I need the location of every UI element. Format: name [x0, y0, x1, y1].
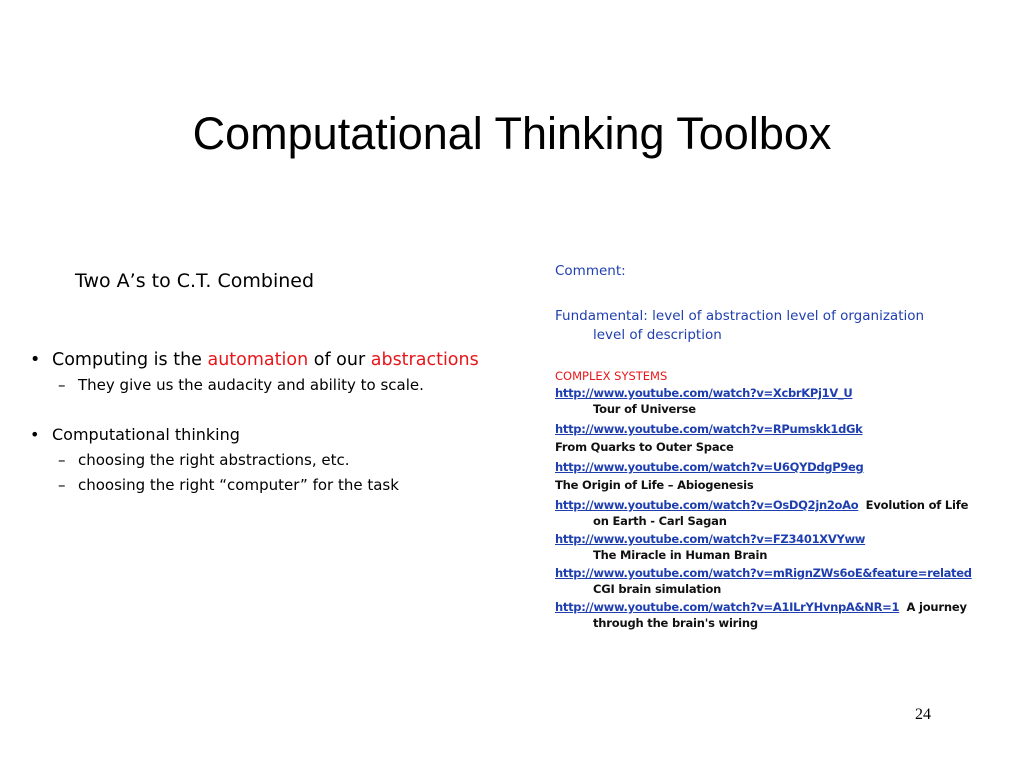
fundamental-line1: Fundamental: level of abstraction level of organization [555, 308, 925, 324]
video-description: The Miracle in Human Brain [593, 548, 768, 562]
left-heading: Two A’s to C.T. Combined [75, 270, 315, 292]
video-description: on Earth - Carl Sagan [593, 514, 727, 528]
video-description: Tour of Universe [593, 402, 696, 416]
bullet-dot: • [30, 425, 40, 444]
dash: – [58, 476, 66, 494]
video-link[interactable]: http://www.youtube.com/watch?v=FZ3401XVYww [555, 532, 866, 546]
video-description: CGI brain simulation [593, 582, 722, 596]
video-link[interactable]: http://www.youtube.com/watch?v=OsDQ2jn2oAo [555, 498, 859, 512]
bullet-text: Computing is the [52, 350, 208, 370]
bullet-computing [30, 347, 530, 373]
video-description-inline: Evolution of Life [865, 498, 969, 512]
video-entry [555, 531, 985, 563]
bullet-text: Computational thinking [52, 425, 240, 444]
dash: – [58, 376, 66, 394]
video-link[interactable]: http://www.youtube.com/watch?v=mRignZWs6oE&feature=related [555, 566, 972, 580]
video-description-inline: A journey [906, 600, 967, 614]
bullet-dot: • [30, 350, 41, 370]
video-entry [555, 497, 985, 529]
bullet-list [30, 347, 530, 498]
complex-systems-heading: COMPLEX SYSTEMS [555, 369, 668, 383]
fundamental-text [555, 307, 985, 345]
video-entry [555, 565, 985, 597]
sub-bullet-scale [30, 373, 530, 398]
video-link[interactable]: http://www.youtube.com/watch?v=XcbrKPj1V_U [555, 386, 853, 400]
video-entry [555, 385, 985, 417]
fundamental-line2: level of description [593, 327, 722, 343]
video-entry [555, 599, 985, 631]
sub-bullet-text: choosing the right “computer” for the task [78, 476, 399, 494]
video-description: The Origin of Life – Abiogenesis [555, 478, 754, 492]
video-entry [555, 421, 985, 455]
comment-panel [555, 262, 985, 631]
video-description: through the brain's wiring [593, 616, 758, 630]
bullet-computational-thinking [30, 422, 530, 448]
video-link[interactable]: http://www.youtube.com/watch?v=RPumskk1dGk [555, 422, 863, 436]
dash: – [58, 451, 66, 469]
sub-bullet-abstractions [30, 448, 530, 473]
highlight-abstractions: abstractions [370, 350, 479, 370]
video-entry [555, 459, 985, 493]
sub-bullet-computer [30, 473, 530, 498]
video-description: From Quarks to Outer Space [555, 440, 734, 454]
video-link[interactable]: http://www.youtube.com/watch?v=U6QYDdgP9eg [555, 460, 864, 474]
page-number: 24 [915, 706, 931, 723]
bullet-text: of our [308, 350, 371, 370]
sub-bullet-text: They give us the audacity and ability to scale. [78, 376, 424, 394]
highlight-automation: automation [207, 350, 309, 370]
slide-title: Computational Thinking Toolbox [192, 108, 832, 159]
sub-bullet-text: choosing the right abstractions, etc. [78, 451, 350, 469]
video-link[interactable]: http://www.youtube.com/watch?v=A1ILrYHvnpA&NR=1 [555, 600, 900, 614]
comment-label: Comment: [555, 263, 626, 279]
